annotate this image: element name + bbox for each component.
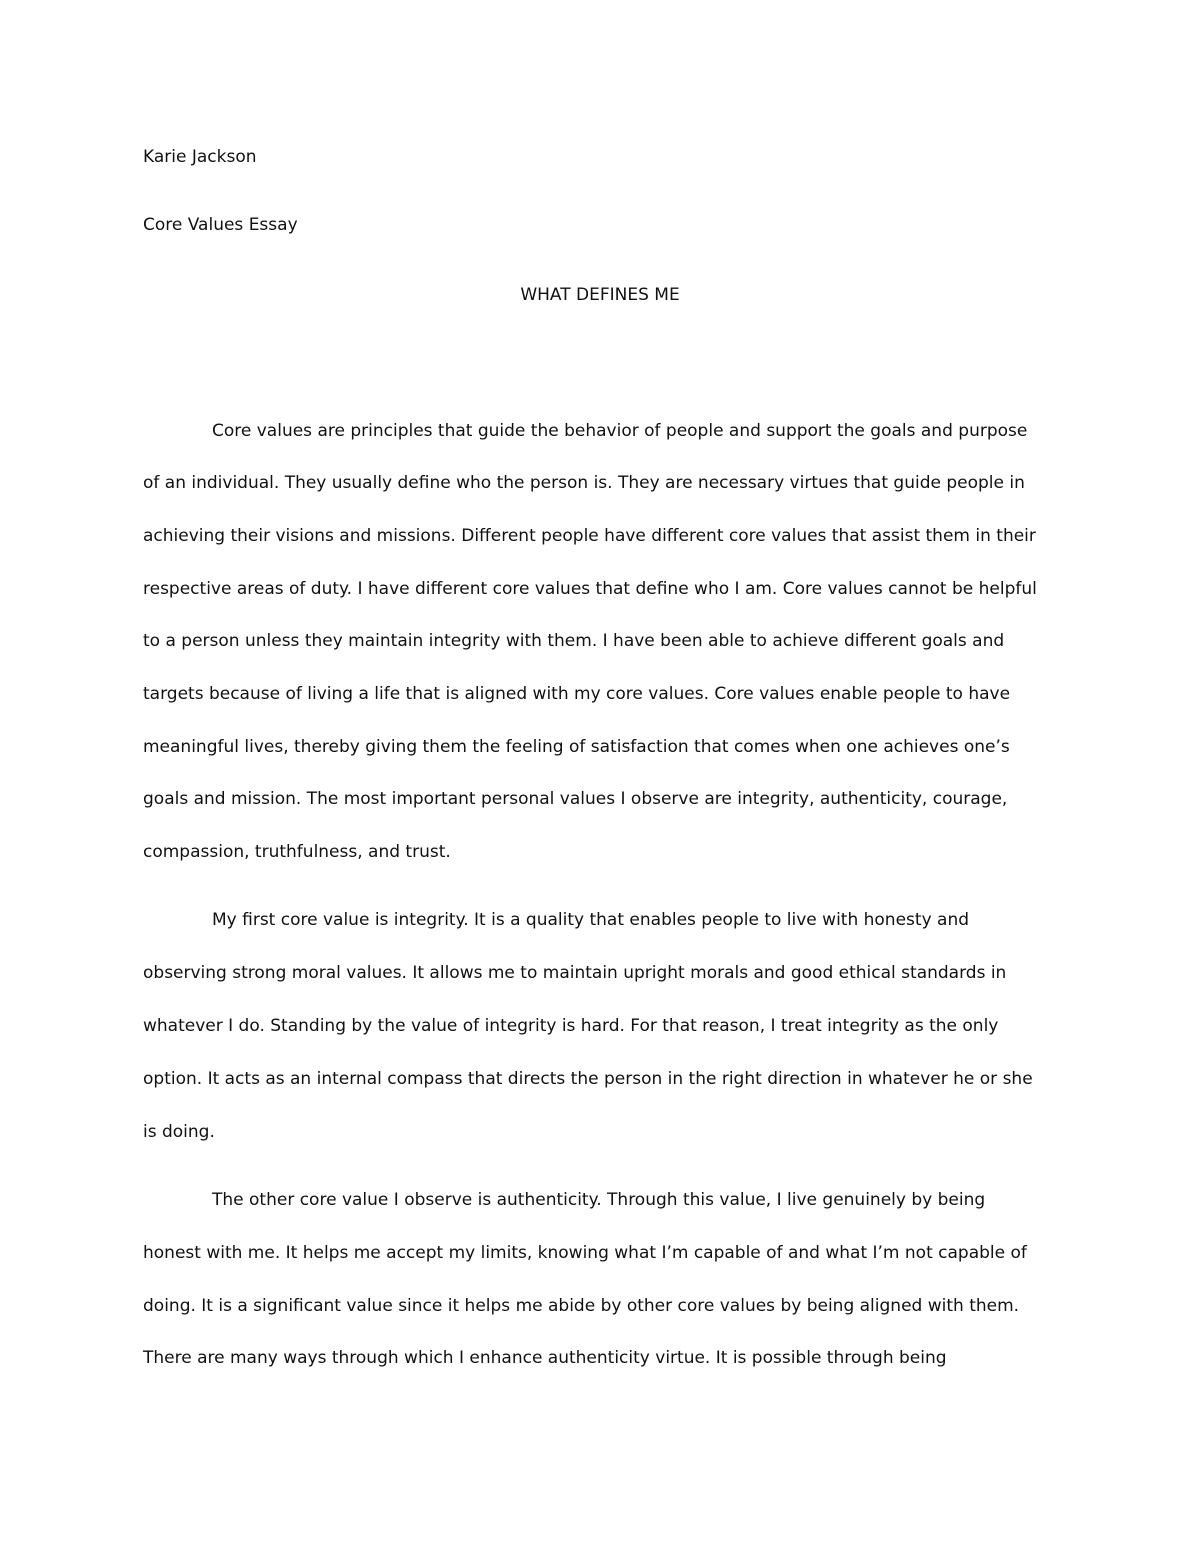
paragraph-3-line-4: There are many ways through which I enhance authenticity virtue. It is possible through being [143,1348,947,1368]
paragraph-3-line-3: doing. It is a significant value since it helps me abide by other core values by being aligned with them. [143,1296,1020,1316]
paragraph-2-line-3: whatever I do. Standing by the value of integrity is hard. For that reason, I treat integrity as the only [143,1016,999,1036]
paragraph-1-line-7: meaningful lives, thereby giving them the feeling of satisfaction that comes when one achieves one’s [143,737,1010,757]
essay-title: WHAT DEFINES ME [520,285,680,305]
paragraph-2-line-5: is doing. [143,1122,215,1142]
paragraph-1-line-5: to a person unless they maintain integrity with them. I have been able to achieve different goals and [143,631,1005,651]
course-title: Core Values Essay [143,215,298,235]
paragraph-1-line-3: achieving their visions and missions. Different people have different core values that assist them in their [143,526,1036,546]
paragraph-1-line-6: targets because of living a life that is aligned with my core values. Core values enable people to have [143,684,1011,704]
paragraph-2-line-2: observing strong moral values. It allows me to maintain upright morals and good ethical standards in [143,963,1007,983]
paragraph-1-line-9: compassion, truthfulness, and trust. [143,842,451,862]
paragraph-1-line-1: Core values are principles that guide the behavior of people and support the goals and purpose [212,421,1028,441]
paragraph-1-line-4: respective areas of duty. I have different core values that define who I am. Core values cannot be helpful [143,579,1037,599]
paragraph-3-line-2: honest with me. It helps me accept my limits, knowing what I’m capable of and what I’m not capable of [143,1243,1027,1263]
paragraph-1-line-8: goals and mission. The most important personal values I observe are integrity, authenticity, courage, [143,789,1008,809]
paragraph-1-line-2: of an individual. They usually define who the person is. They are necessary virtues that guide people in [143,473,1025,493]
paragraph-3-line-1: The other core value I observe is authenticity. Through this value, I live genuinely by being [212,1190,986,1210]
paragraph-2-line-1: My first core value is integrity. It is a quality that enables people to live with honesty and [212,910,970,930]
paragraph-2-line-4: option. It acts as an internal compass that directs the person in the right direction in whatever he or she [143,1069,1033,1089]
author-name: Karie Jackson [143,147,257,167]
